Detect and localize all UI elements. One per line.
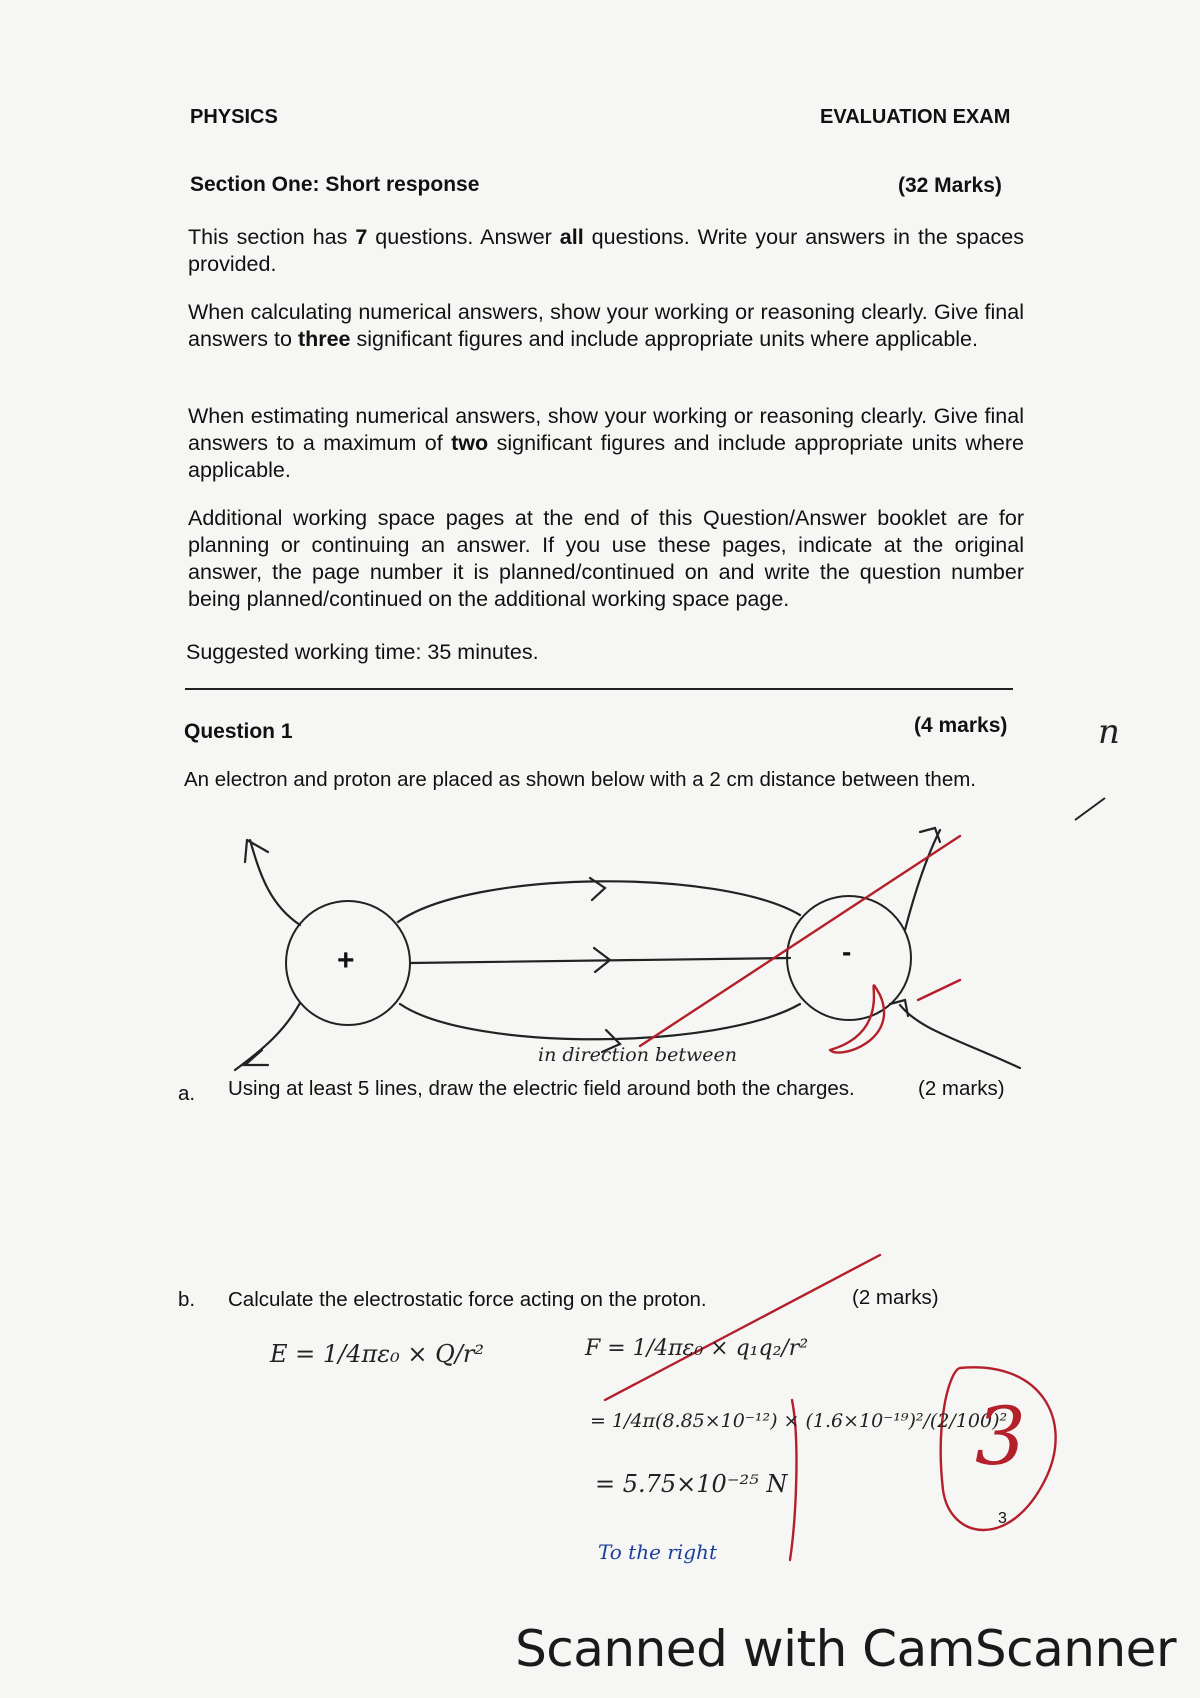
exam-label: EVALUATION EXAM (820, 106, 1011, 128)
section-title: Section One: Short response (190, 173, 480, 196)
instruction-paragraph-1: This section has 7 questions. Answer all questions. Write your answers in the spaces provided. (188, 225, 1024, 276)
handwritten-line-3: = 5.75×10⁻²⁵ N (595, 1470, 788, 1498)
margin-mark: n (1098, 712, 1120, 752)
handwritten-line-2: = 1/4π(8.85×10⁻¹²) × (1.6×10⁻¹⁹)²/(2/100)² (590, 1410, 1008, 1432)
working-time: Suggested working time: 35 minutes. (186, 640, 539, 664)
handwritten-formula: E = 1/4πε₀ × Q/r² (270, 1340, 485, 1368)
handwritten-direction: To the right (598, 1540, 717, 1564)
part-a-label: a. (178, 1082, 196, 1105)
part-a-marks: (2 marks) (918, 1077, 1005, 1100)
score-circle: 3 (975, 1390, 1026, 1483)
part-b-marks: (2 marks) (852, 1286, 939, 1309)
question-title: Question 1 (184, 720, 293, 743)
page-number: 3 (998, 1510, 1007, 1527)
question-marks: (4 marks) (914, 714, 1008, 737)
margin-tick (1075, 798, 1105, 820)
question-stem: An electron and proton are placed as shown below with a 2 cm distance between them. (184, 768, 976, 791)
proton-symbol: + (337, 944, 355, 977)
instruction-paragraph-2: When calculating numerical answers, show your working or reasoning clearly. Give final answers to three significant figures and include appropriate units where applicable. (188, 300, 1024, 351)
handwritten-annotation-a: in direction between (538, 1044, 738, 1066)
section-marks: (32 Marks) (898, 174, 1002, 197)
part-a-text: Using at least 5 lines, draw the electric field around both the charges. (228, 1077, 855, 1100)
electron-symbol: - (842, 936, 852, 967)
part-b-text: Calculate the electrostatic force acting on the proton. (228, 1288, 707, 1311)
part-b-label: b. (178, 1288, 196, 1311)
instruction-paragraph-4: Additional working space pages at the end of this Question/Answer booklet are for planning or continuing an answer. If you use these pages, indicate at the original answer, the page number it is planned/continued on and write the question number being planned/continued on the additional working space page. (188, 506, 1024, 611)
subject-label: PHYSICS (190, 106, 278, 128)
instruction-paragraph-3: When estimating numerical answers, show your working or reasoning clearly. Give final answers to a maximum of two significant figures and include appropriate units where applicable. (188, 404, 1024, 482)
scanner-watermark: Scanned with CamScanner (515, 1620, 1176, 1678)
handwritten-line-1: F = 1/4πε₀ × q₁q₂/r² (585, 1336, 809, 1361)
